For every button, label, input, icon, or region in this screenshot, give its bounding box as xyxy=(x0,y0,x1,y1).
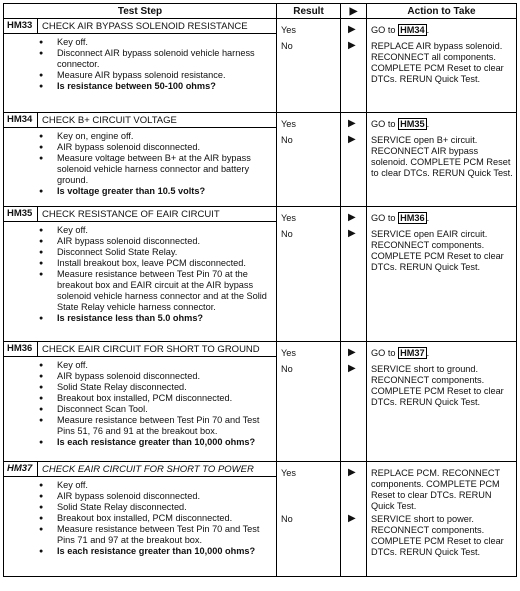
result-answer: No xyxy=(281,135,293,145)
step-title: CHECK EAIR CIRCUIT FOR SHORT TO POWER xyxy=(42,463,254,475)
action-text xyxy=(371,25,513,36)
result-cell xyxy=(277,207,341,342)
action-prefix: GO to xyxy=(371,119,399,129)
action-cell xyxy=(367,462,517,577)
result-cell xyxy=(277,342,341,462)
arrow-cell xyxy=(341,462,367,577)
instruction-item: ● Key off. xyxy=(39,360,276,371)
step-header xyxy=(4,113,276,128)
action-text xyxy=(371,119,513,130)
result-answer: No xyxy=(281,41,293,51)
test-step-row xyxy=(4,19,517,113)
action-suffix: . xyxy=(426,25,430,35)
test-step-cell xyxy=(4,113,277,207)
instruction-item: ● Measure resistance between Test Pin 70 and Test Pins 51, 76 and 91 at the breakout box. xyxy=(39,415,276,437)
arrow-cell xyxy=(341,113,367,207)
step-question: ● Is voltage greater than 10.5 volts? xyxy=(39,186,276,197)
instruction-item: ● Measure AIR bypass solenoid resistance. xyxy=(39,70,276,81)
result-answer: Yes xyxy=(281,25,296,35)
step-header xyxy=(4,462,276,477)
instruction-item: ● Key on, engine off. xyxy=(39,131,276,142)
arrow-cell xyxy=(341,207,367,342)
step-title: CHECK B+ CIRCUIT VOLTAGE xyxy=(42,114,177,126)
arrow-right-icon: ▶ xyxy=(348,24,356,35)
test-step-cell xyxy=(4,462,277,577)
step-id: HM35 xyxy=(4,207,38,221)
diagnostic-table-sheet xyxy=(3,3,516,577)
instruction-item: ● AIR bypass solenoid disconnected. xyxy=(39,371,276,382)
result-cell xyxy=(277,462,341,577)
step-instructions xyxy=(4,131,276,197)
instruction-item: ● AIR bypass solenoid disconnected. xyxy=(39,236,276,247)
test-step-row xyxy=(4,113,517,207)
pinpoint-test-table xyxy=(3,3,517,577)
result-cell xyxy=(277,19,341,113)
action-text: SERVICE short to power. RECONNECT components. COMPLETE PCM Reset to clear DTCs. RERUN Quick Test. xyxy=(371,514,504,557)
goto-step-link[interactable]: HM37 xyxy=(400,348,425,358)
test-step-cell xyxy=(4,207,277,342)
goto-step-link[interactable]: HM35 xyxy=(400,119,425,129)
instruction-item: ● Solid State Relay disconnected. xyxy=(39,502,276,513)
action-text xyxy=(371,213,513,224)
header-action: Action to Take xyxy=(367,4,517,19)
arrow-right-icon: ▶ xyxy=(348,513,356,524)
action-prefix: GO to xyxy=(371,348,399,358)
instruction-item: ● Breakout box installed, PCM disconnected. xyxy=(39,513,276,524)
instruction-item: ● AIR bypass solenoid disconnected. xyxy=(39,142,276,153)
instruction-item: ● Disconnect AIR bypass solenoid vehicle harness connector. xyxy=(39,48,276,70)
arrow-right-icon: ▶ xyxy=(348,134,356,145)
instruction-item: ● Disconnect Scan Tool. xyxy=(39,404,276,415)
step-instructions xyxy=(4,37,276,92)
action-text: SERVICE open EAIR circuit. RECONNECT components. COMPLETE PCM Reset to clear DTCs. RERUN Quick Test. xyxy=(371,229,504,272)
action-cell xyxy=(367,19,517,113)
result-answer: Yes xyxy=(281,213,296,223)
step-instructions xyxy=(4,360,276,448)
header-arrow-icon: ▶ xyxy=(341,4,367,19)
action-cell xyxy=(367,207,517,342)
result-answer: No xyxy=(281,229,293,239)
arrow-right-icon: ▶ xyxy=(348,118,356,129)
instruction-item: ● AIR bypass solenoid disconnected. xyxy=(39,491,276,502)
result-answer: No xyxy=(281,514,293,524)
action-prefix: GO to xyxy=(371,213,399,223)
step-title: CHECK EAIR CIRCUIT FOR SHORT TO GROUND xyxy=(42,343,260,355)
step-question: ● Is each resistance greater than 10,000 ohms? xyxy=(39,546,276,557)
instruction-item: ● Disconnect Solid State Relay. xyxy=(39,247,276,258)
step-id: HM34 xyxy=(4,113,38,127)
instruction-item: ● Measure resistance between Test Pin 70 and Test Pins 71 and 97 at the breakout box. xyxy=(39,524,276,546)
header-result: Result xyxy=(277,4,341,19)
instruction-item: ● Install breakout box, leave PCM disconnected. xyxy=(39,258,276,269)
result-answer: No xyxy=(281,364,293,374)
step-question: ● Is resistance less than 5.0 ohms? xyxy=(39,313,276,324)
arrow-right-icon: ▶ xyxy=(348,40,356,51)
action-cell xyxy=(367,342,517,462)
action-suffix: . xyxy=(426,213,430,223)
action-suffix: . xyxy=(426,348,430,358)
step-id: HM36 xyxy=(4,342,38,356)
arrow-right-icon: ▶ xyxy=(348,347,356,358)
action-text xyxy=(371,348,513,359)
test-step-row xyxy=(4,207,517,342)
step-title: CHECK RESISTANCE OF EAIR CIRCUIT xyxy=(42,208,220,220)
step-question: ● Is resistance between 50-100 ohms? xyxy=(39,81,276,92)
test-step-cell xyxy=(4,19,277,113)
action-text: SERVICE open B+ circuit. RECONNECT AIR bypass solenoid. COMPLETE PCM Reset to clear DTCs. RERUN Quick Test. xyxy=(371,135,513,178)
result-answer: Yes xyxy=(281,468,296,478)
instruction-item: ● Key off. xyxy=(39,225,276,236)
step-id: HM37 xyxy=(4,462,38,476)
header-test-step: Test Step xyxy=(4,4,277,19)
result-answer: Yes xyxy=(281,119,296,129)
arrow-right-icon: ▶ xyxy=(348,363,356,374)
instruction-item: ● Solid State Relay disconnected. xyxy=(39,382,276,393)
step-header xyxy=(4,19,276,34)
arrow-cell xyxy=(341,342,367,462)
step-question: ● Is each resistance greater than 10,000 ohms? xyxy=(39,437,276,448)
arrow-cell xyxy=(341,19,367,113)
step-id: HM33 xyxy=(4,19,38,33)
goto-step-link[interactable]: HM36 xyxy=(400,213,425,223)
step-instructions xyxy=(4,480,276,557)
instruction-item: ● Key off. xyxy=(39,37,276,48)
action-text: REPLACE PCM. RECONNECT components. COMPLETE PCM Reset to clear DTCs. RERUN Quick Test. xyxy=(371,468,500,511)
test-step-row xyxy=(4,462,517,577)
action-prefix: GO to xyxy=(371,25,399,35)
result-cell xyxy=(277,113,341,207)
step-header xyxy=(4,207,276,222)
result-answer: Yes xyxy=(281,348,296,358)
instruction-item: ● Key off. xyxy=(39,480,276,491)
goto-step-link[interactable]: HM34 xyxy=(400,25,425,35)
test-step-cell xyxy=(4,342,277,462)
step-header xyxy=(4,342,276,357)
table-header-row xyxy=(4,4,517,19)
instruction-item: ● Breakout box installed, PCM disconnected. xyxy=(39,393,276,404)
instruction-item: ● Measure voltage between B+ at the AIR bypass solenoid vehicle harness connector and battery ground. xyxy=(39,153,276,186)
action-cell xyxy=(367,113,517,207)
action-suffix: . xyxy=(426,119,430,129)
arrow-right-icon: ▶ xyxy=(348,212,356,223)
arrow-right-icon: ▶ xyxy=(348,467,356,478)
step-title: CHECK AIR BYPASS SOLENOID RESISTANCE xyxy=(42,20,248,32)
test-step-row xyxy=(4,342,517,462)
action-text: SERVICE short to ground. RECONNECT components. COMPLETE PCM Reset to clear DTCs. RERUN Quick Test. xyxy=(371,364,504,407)
action-text: REPLACE AIR bypass solenoid. RECONNECT all components. COMPLETE PCM Reset to clear DTCs. RERUN Quick Test. xyxy=(371,41,504,84)
instruction-item: ● Measure resistance between Test Pin 70 at the breakout box and EAIR circuit at the AIR bypass solenoid vehicle harness connector and at the Solid State Relay vehicle harness connector. xyxy=(39,269,276,313)
arrow-right-icon: ▶ xyxy=(348,228,356,239)
step-instructions xyxy=(4,225,276,324)
